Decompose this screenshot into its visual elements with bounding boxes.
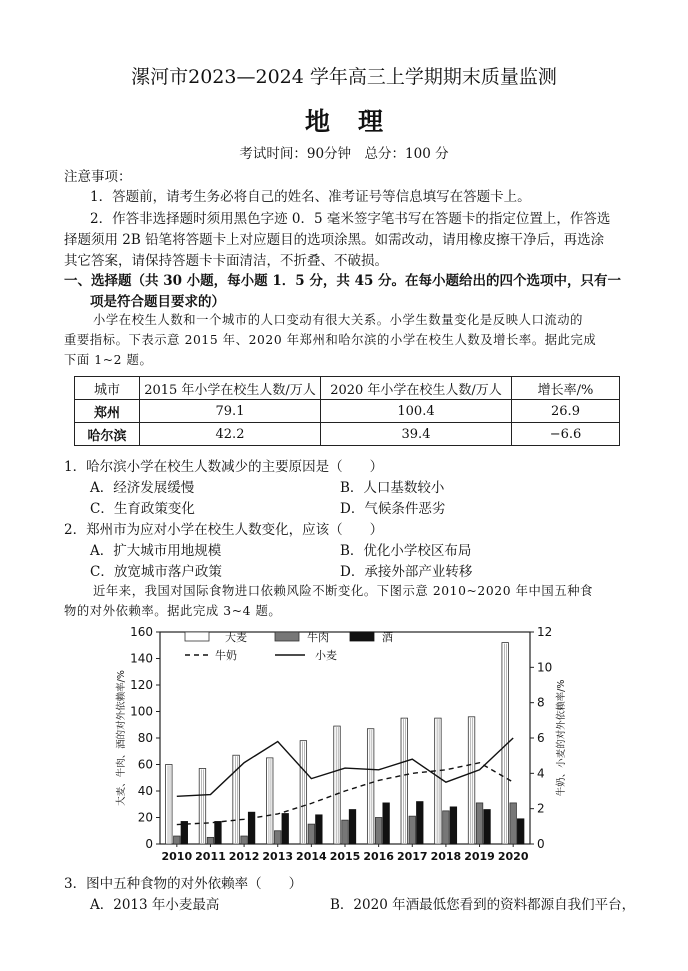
table-row (75, 400, 620, 423)
bar-liquor (181, 821, 188, 844)
bar-beef (174, 836, 181, 844)
x-tick-label: 2012 (228, 850, 260, 863)
x-tick-label: 2019 (464, 850, 495, 863)
right-tick-label: 12 (537, 625, 553, 639)
bar-liquor (349, 810, 356, 844)
table-cell: 26.9 (512, 400, 620, 423)
left-tick-label: 160 (130, 625, 153, 639)
left-tick-label: 20 (137, 810, 153, 825)
food-dependency-chart (100, 622, 590, 870)
table-cell: 39.4 (321, 423, 512, 446)
left-tick-label: 100 (130, 704, 153, 719)
left-tick-label: 60 (137, 757, 153, 772)
y-axis-right-label: 牛奶、小麦的对外依赖率/% (556, 679, 567, 797)
bar-liquor (316, 815, 323, 844)
table-cell: −6.6 (512, 423, 620, 446)
q2-option-a: A．扩大城市用地规模 (90, 543, 222, 559)
table-cell: 42.2 (140, 423, 321, 446)
legend-swatch-barley (185, 632, 209, 641)
table-header-cell: 2020 年小学在校生人数/万人 (321, 377, 512, 400)
q2-option-d: D．承接外部产业转移 (340, 564, 473, 580)
x-tick-label: 2013 (262, 850, 294, 863)
q3-option-b: B．2020 年酒最低您看到的资料都源自我们平台， (330, 897, 636, 913)
chart-legend (185, 630, 393, 662)
bar-liquor (484, 810, 491, 844)
bar-beef (375, 818, 382, 845)
bar-beef (308, 824, 315, 844)
x-tick-label: 2011 (195, 850, 226, 863)
milk-line (177, 763, 513, 825)
bar-beef (510, 803, 517, 844)
section-heading-line-1: 一、选择题（共 30 小题，每小题 1．5 分，共 45 分。在每小题给出的四个选项中，只有一 (64, 273, 622, 289)
bar-liquor (417, 802, 424, 844)
notice-item-1: 1．答题前，请考生务必将自己的姓名、准考证号等信息填写在答题卡上。 (90, 189, 531, 205)
chart-bars (166, 643, 524, 844)
legend-label-barley: 大麦 (225, 631, 247, 644)
intro2-line-2: 物的对外依赖率。据此完成 3~4 题。 (64, 604, 282, 618)
bar-beef (409, 816, 416, 844)
subject-title: 地理 (304, 107, 411, 136)
notice-item-2-line-1: 2．作答非选择题时须用黑色字迹 0．5 毫米签字笔书写在答题卡的指定位置上，作答选 (90, 211, 611, 227)
right-tick-label: 8 (537, 695, 545, 710)
notice-item-2-line-2: 择题须用 2B 铅笔将答题卡上对应题目的选项涂黑。如需改动，请用橡皮擦干净后，再选涂 (64, 232, 605, 248)
legend-swatch-liquor (350, 632, 374, 641)
right-tick-label: 10 (537, 660, 553, 675)
chart-lines (177, 738, 513, 825)
q1-option-d: D．气候条件恶劣 (340, 501, 446, 517)
bar-liquor (517, 819, 524, 844)
bar-barley (468, 717, 475, 844)
q1-option-c: C．生育政策变化 (90, 501, 195, 517)
notice-item-2-line-3: 其它答案，请保持答题卡卡面清洁，不折叠、不破损。 (64, 253, 388, 269)
intro2-line-1: 近年来，我国对国际食物进口依赖风险不断变化。下图示意 2010~2020 年中国五种食 (93, 584, 594, 598)
intro1-line-2: 重要指标。下表示意 2015 年、2020 年郑州和哈尔滨的小学在校生人数及增长率。据此完成 (64, 333, 597, 347)
x-tick-label: 2018 (430, 850, 462, 863)
bar-barley (166, 765, 173, 845)
bar-liquor (450, 807, 457, 844)
legend-label-liquor: 酒 (382, 631, 393, 644)
q2-option-b: B．优化小学校区布局 (340, 543, 472, 559)
x-tick-label: 2017 (396, 850, 428, 863)
bar-beef (476, 803, 483, 844)
right-tick-label: 4 (537, 766, 545, 781)
left-tick-label: 0 (145, 837, 153, 851)
table-header-cell: 城市 (75, 377, 140, 400)
left-tick-label: 40 (137, 784, 153, 798)
bar-barley (266, 758, 273, 844)
exam-info: 考试时间：90分钟 总分：100 分 (239, 146, 449, 162)
x-tick-label: 2010 (161, 850, 193, 863)
q1-stem: 1．哈尔滨小学在校生人数减少的主要原因是（ ） (64, 459, 384, 475)
bar-barley (334, 726, 341, 844)
table-cell: 100.4 (321, 400, 512, 423)
bar-liquor (215, 821, 222, 844)
intro1-line-1: 小学在校生人数和一个城市的人口变动有很大关系。小学生数量变化是反映人口流动的 (93, 313, 584, 327)
left-tick-label: 80 (137, 731, 153, 745)
x-tick-label: 2015 (329, 850, 361, 863)
table-header-cell: 2015 年小学在校生人数/万人 (140, 377, 321, 400)
right-tick-label: 6 (537, 731, 545, 745)
bar-beef (207, 837, 214, 844)
bar-beef (274, 831, 281, 844)
table-header-row (75, 377, 620, 400)
section-heading-line-2: 项是符合题目要求的） (90, 294, 225, 310)
legend-swatch-beef (275, 632, 299, 641)
page-title: 漯河市2023—2024 学年高三上学期期末质量监测 (131, 66, 557, 88)
intro1-line-3: 下面 1~2 题。 (64, 353, 153, 367)
bar-beef (241, 836, 248, 844)
x-tick-label: 2016 (363, 850, 394, 863)
x-tick-label: 2020 (497, 850, 529, 863)
legend-label-beef: 牛肉 (307, 631, 329, 644)
q1-option-a: A．经济发展缓慢 (90, 480, 195, 496)
q2-stem: 2．郑州市为应对小学在校生人数变化，应该（ ） (64, 522, 384, 538)
bar-barley (199, 768, 206, 844)
legend-label-wheat: 小麦 (315, 649, 337, 662)
table-header-cell: 增长率/% (512, 377, 620, 400)
q2-option-c: C．放宽城市落户政策 (90, 564, 222, 580)
left-tick-label: 120 (130, 678, 153, 692)
wheat-line (177, 738, 513, 796)
bar-beef (443, 811, 450, 844)
left-tick-label: 140 (130, 651, 153, 666)
bar-barley (435, 718, 442, 844)
bar-barley (367, 729, 374, 844)
bar-barley (300, 741, 307, 844)
bar-liquor (383, 803, 390, 844)
bar-liquor (282, 814, 289, 844)
x-tick-label: 2014 (296, 850, 327, 863)
right-tick-label: 2 (537, 801, 545, 816)
y-axis-left-label: 大麦、牛肉、酒的对外依赖率/% (116, 670, 127, 806)
q3-option-a: A．2013 年小麦最高 (90, 897, 220, 913)
legend-label-milk: 牛奶 (215, 649, 237, 662)
bar-liquor (248, 812, 255, 844)
right-tick-label: 0 (537, 837, 545, 851)
q3-stem: 3．图中五种食物的对外依赖率（ ） (64, 876, 303, 892)
notice-heading: 注意事项： (64, 169, 132, 185)
table-cell: 郑州 (75, 400, 140, 423)
table-cell: 79.1 (140, 400, 321, 423)
student-table (74, 376, 620, 446)
bar-barley (401, 718, 408, 844)
bar-beef (342, 820, 349, 844)
q1-option-b: B．人口基数较小 (340, 480, 445, 496)
table-cell: 哈尔滨 (75, 423, 140, 446)
table-row (75, 423, 620, 446)
